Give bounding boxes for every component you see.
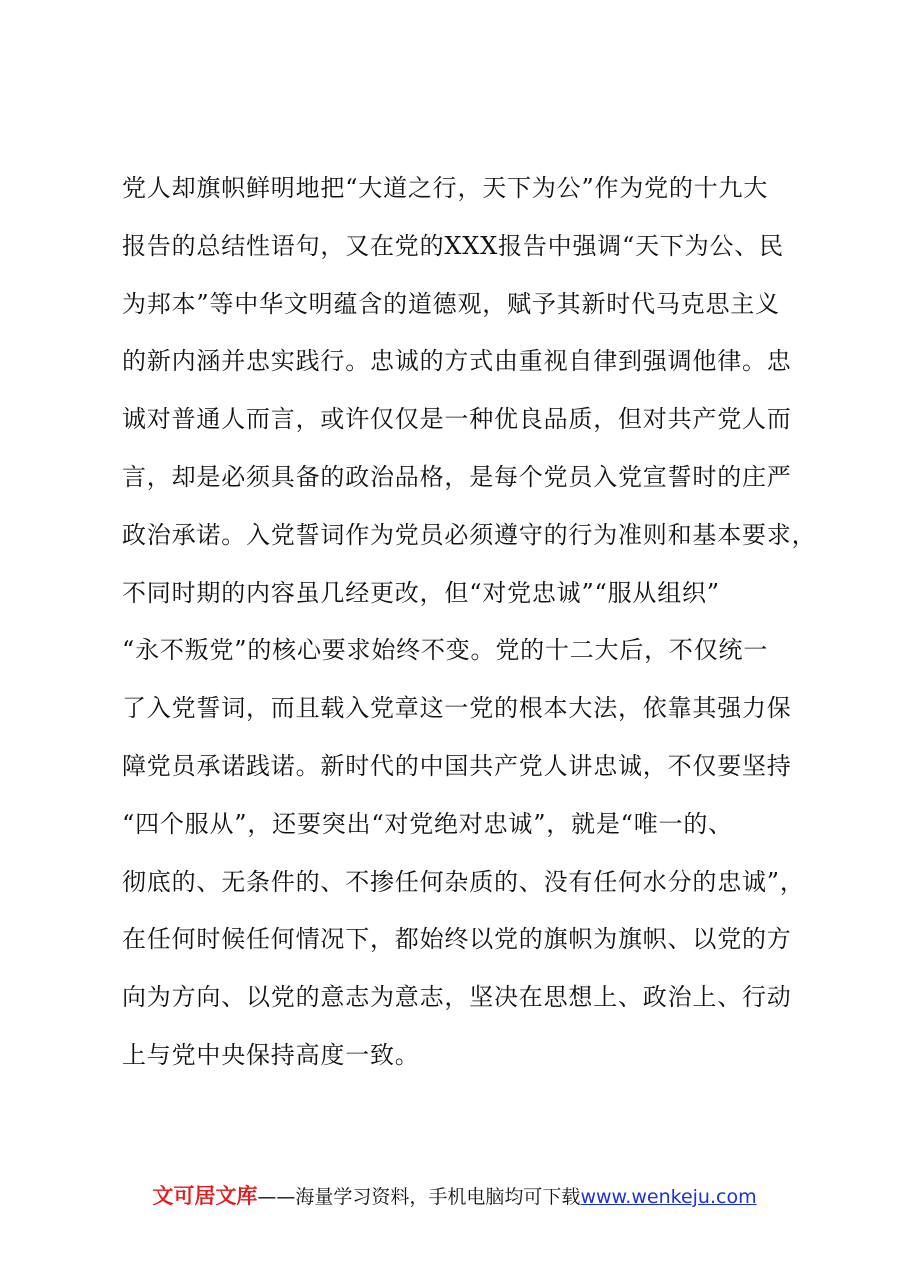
body-text	[122, 160, 817, 1085]
text-line: 在任何时候任何情况下，都始终以党的旗帜为旗帜、以党的方	[122, 925, 792, 954]
text-line: “永不叛党”的核心要求始终不变。党的十二大后，不仅统一	[122, 636, 769, 665]
text-line: 党人却旗帜鲜明地把“大道之行，天下为公”作为党的十九大	[122, 174, 769, 202]
text-line: “四个服从”，还要突出“对党绝对忠诚”，就是“唯一的、	[122, 809, 733, 838]
text-line: 的新内涵并忠实践行。忠诚的方式由重视自律到强调他律。忠	[122, 347, 792, 376]
footer-site-link[interactable]: www.wenkeju.com	[580, 1186, 757, 1208]
text-line: 上与党中央保持高度一致。	[122, 1040, 420, 1069]
footer-brand: 文可居文库	[152, 1184, 258, 1208]
text-line: 诚对普通人而言，或许仅仅是一种优良品质，但对共产党人而	[122, 405, 792, 434]
page-footer	[0, 1180, 909, 1210]
footer-tagline: ——海量学习资料，手机电脑均可下载	[257, 1186, 581, 1208]
text-line: 为邦本”等中华文明蕴含的道德观，赋予其新时代马克思主义	[122, 289, 780, 318]
text-line: 向为方向、以党的意志为意志，坚决在思想上、政治上、行动	[122, 983, 792, 1012]
text-line: 彻底的、无条件的、不掺任何杂质的、没有任何水分的忠诚”，	[122, 867, 805, 896]
text-line: 报告的总结性语句，又在党的XXX报告中强调“天下为公、民	[122, 231, 784, 260]
text-line: 政治承诺。入党誓词作为党员必须遵守的行为准则和基本要求，	[122, 520, 817, 549]
text-line: 障党员承诺践诺。新时代的中国共产党人讲忠诚，不仅要坚持	[122, 751, 792, 780]
text-line: 言，却是必须具备的政治品格，是每个党员入党宣誓时的庄严	[122, 462, 792, 491]
text-line: 了入党誓词，而且载入党章这一党的根本大法，依靠其强力保	[122, 694, 792, 723]
text-line: 不同时期的内容虽几经更改，但“对党忠诚”“服从组织”	[122, 578, 720, 607]
